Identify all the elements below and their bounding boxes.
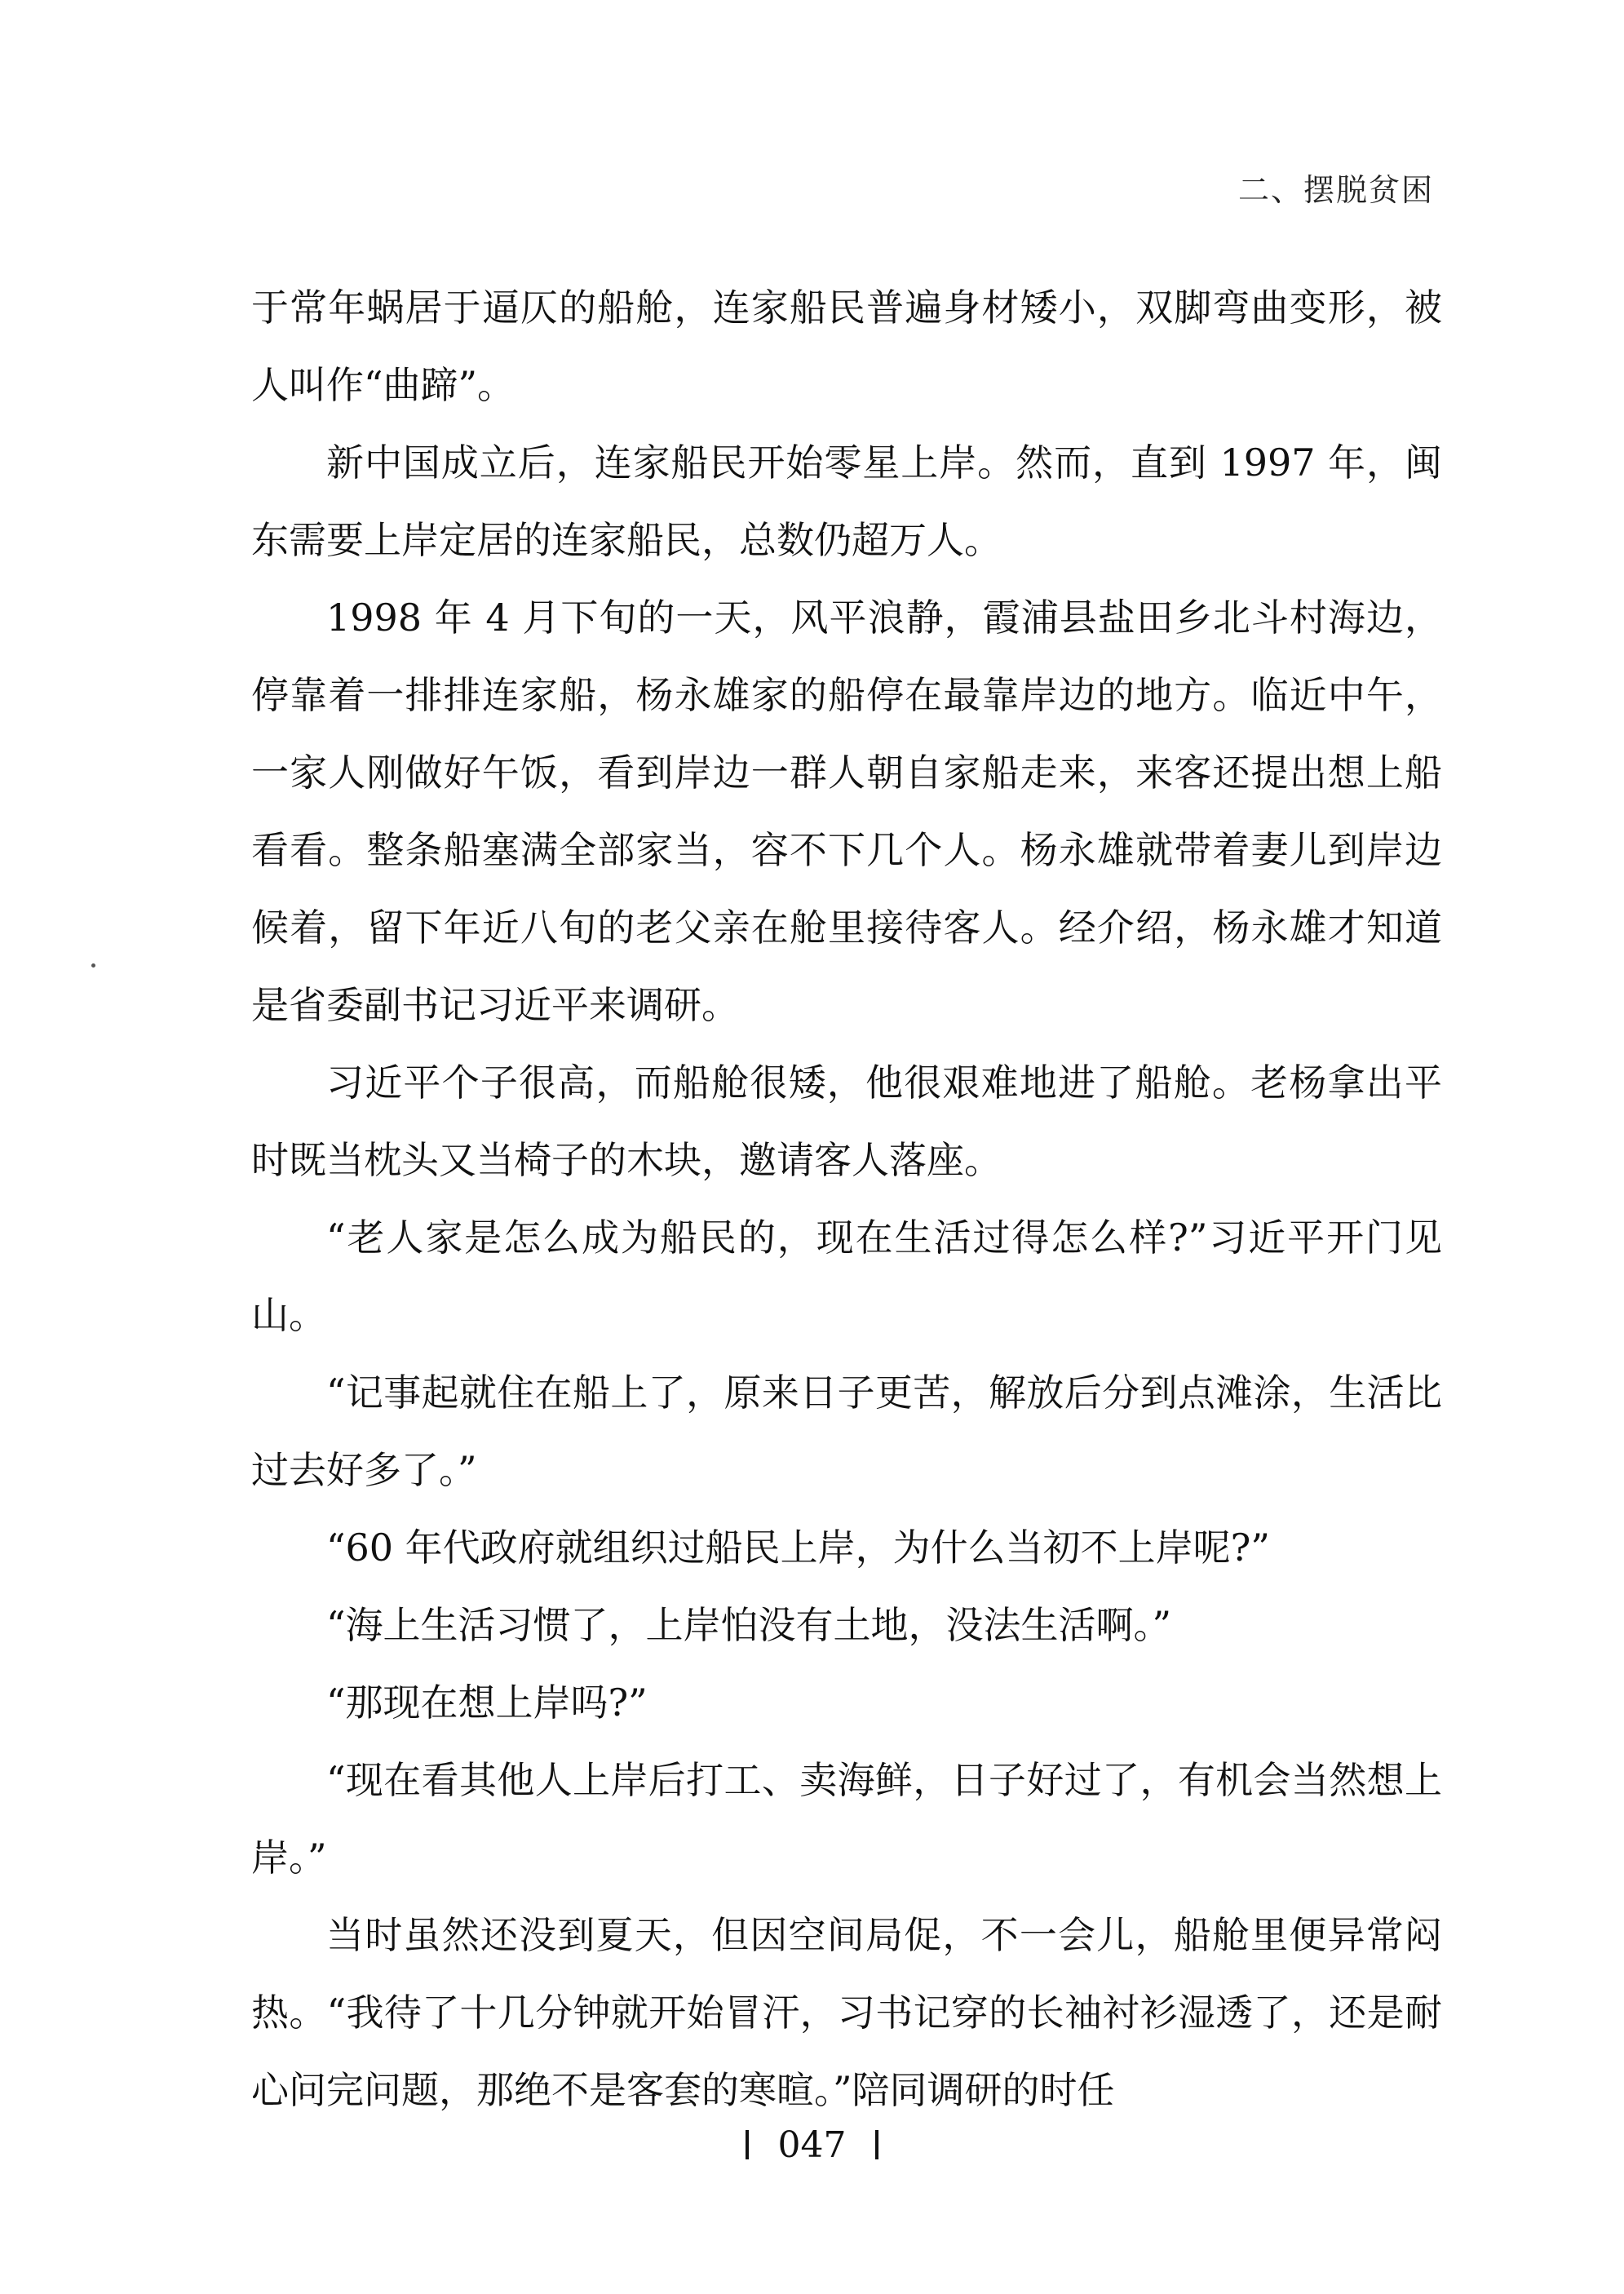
paragraph: 1998 年 4 月下旬的一天，风平浪静，霞浦县盐田乡北斗村海边，停靠着一排排连家船，杨永雄家的船停在最靠岸边的地方。临近中午，一家人刚做好午饭，看到岸边一群人朝自家船走来，来客还提出想上船看看。整条船塞满全部家当，容不下几个人。杨永雄就带着妻儿到岸边候着，留下年近八旬的老父亲在舱里接待客人。经介绍，杨永雄才知道是省委副书记习近平来调研。: [251, 596, 1442, 1027]
paragraph-continued: 于常年蜗居于逼仄的船舱，连家船民普遍身材矮小，双脚弯曲变形，被人叫作“曲蹄”。: [251, 286, 1442, 407]
page-footer: [0, 2124, 1624, 2166]
scan-speck: [91, 963, 95, 968]
paragraph: 当时虽然还没到夏天，但因空间局促，不一会儿，船舱里便异常闷热。“我待了十几分钟就开始冒汗，习书记穿的长袖衬衫湿透了，还是耐心问完问题，那绝不是客套的寒暄。”陪同调研的时任: [251, 1913, 1442, 2112]
paragraph-dialogue: “老人家是怎么成为船民的，现在生活过得怎么样?”习近平开门见山。: [251, 1216, 1442, 1337]
footer-bar-right: [875, 2130, 878, 2159]
paragraph-dialogue: “现在看其他人上岸后打工、卖海鲜，日子好过了，有机会当然想上岸。”: [251, 1758, 1442, 1880]
paragraph: 习近平个子很高，而船舱很矮，他很艰难地进了船舱。老杨拿出平时既当枕头又当椅子的木块，邀请客人落座。: [251, 1061, 1442, 1182]
paragraph-dialogue: “60 年代政府就组织过船民上岸，为什么当初不上岸呢?”: [326, 1526, 1270, 1570]
footer-bar-left: [746, 2130, 749, 2159]
running-header: 二、摆脱贫困: [1237, 172, 1434, 208]
body-text: [251, 269, 1442, 2129]
paragraph-dialogue: “海上生活习惯了，上岸怕没有土地，没法生活啊。”: [326, 1603, 1172, 1647]
paragraph-dialogue: “那现在想上岸吗?”: [326, 1681, 648, 1725]
paragraph-dialogue: “记事起就住在船上了，原来日子更苦，解放后分到点滩涂，生活比过去好多了。”: [251, 1371, 1442, 1492]
page-number: 047: [777, 2124, 847, 2166]
paragraph: 新中国成立后，连家船民开始零星上岸。然而，直到 1997 年，闽东需要上岸定居的连家船民，总数仍超万人。: [251, 441, 1442, 562]
